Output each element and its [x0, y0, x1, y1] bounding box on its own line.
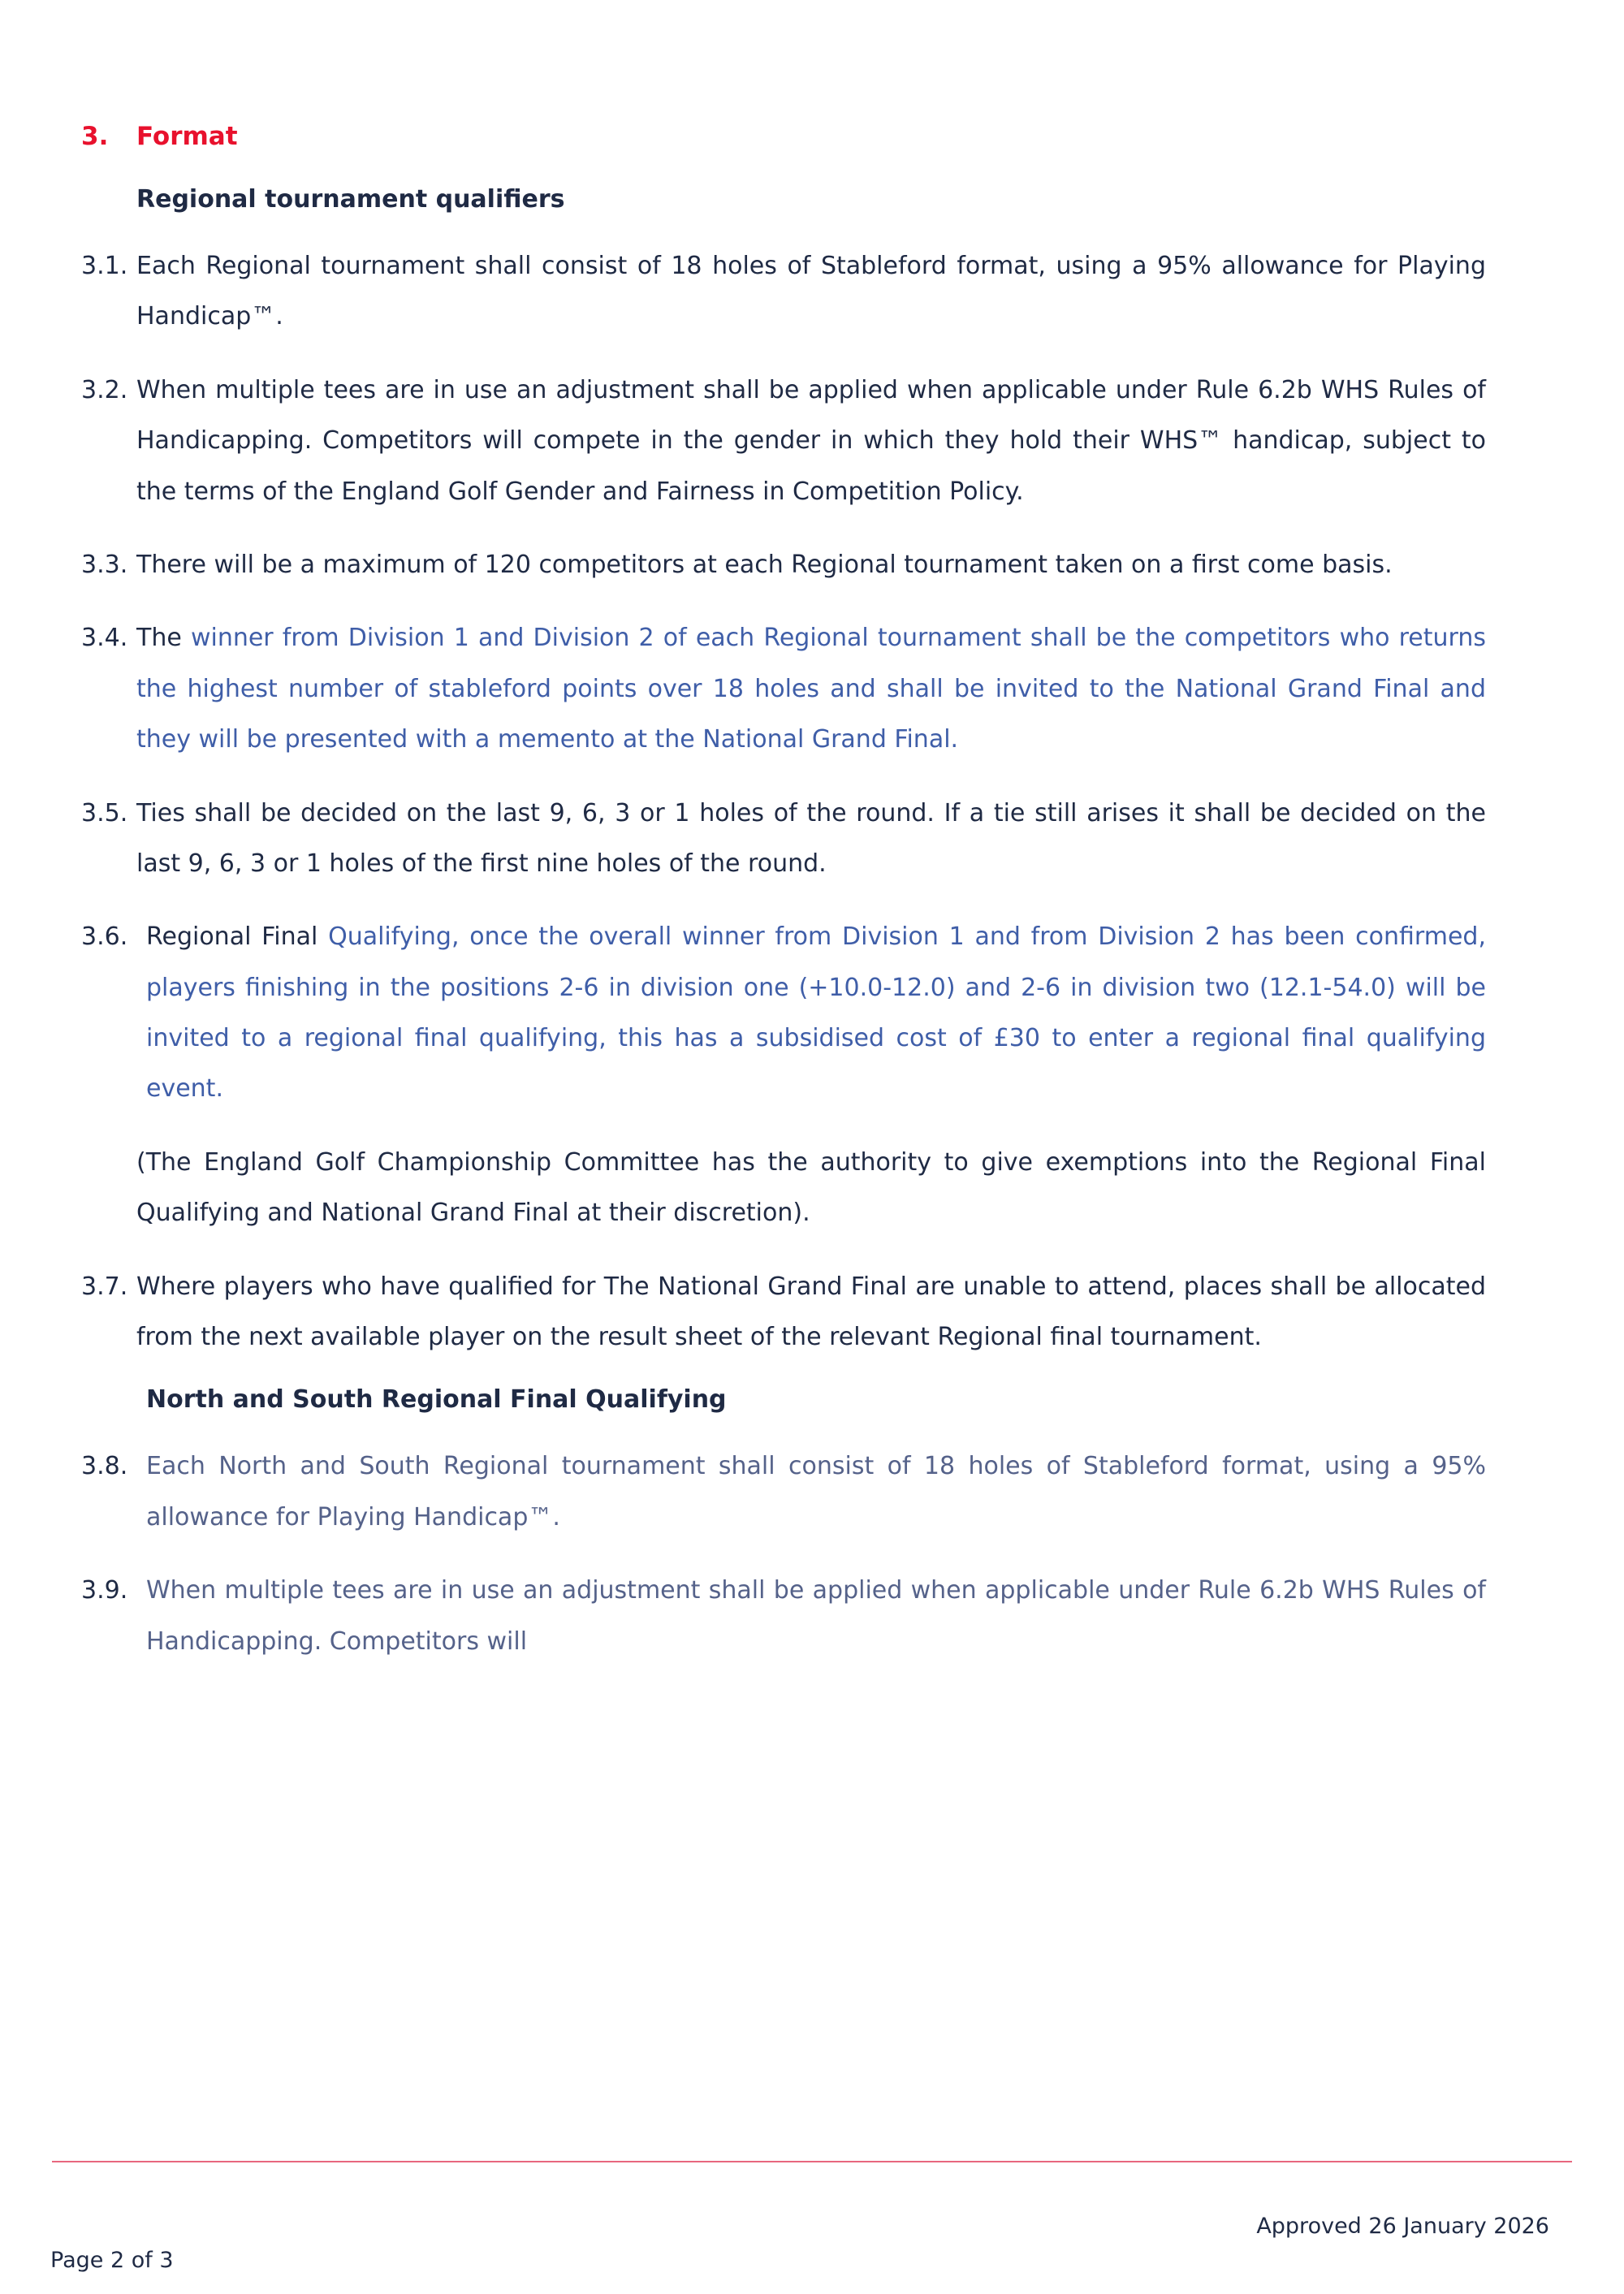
paragraph-number: 3.6. [81, 922, 128, 952]
paragraph-3-6 [81, 912, 1486, 1115]
paragraph-text: When multiple tees are in use an adjustment shall be applied when applicable under Rule 6.2b WHS Rules of Handicapping. Competitors will [146, 1576, 1486, 1656]
footer-approved-date: Approved 26 January 2026 [1256, 2214, 1549, 2239]
paragraph-text-revision: winner from Division 1 and Division 2 of each Regional tournament shall be the competitors who returns the highest number of stableford points over 18 holes and shall be invited to the National Grand Final and they will be presented with a memento at the National Grand Final. [136, 624, 1486, 754]
paragraph-number: 3.7. [81, 1272, 128, 1301]
paragraph-number: 3.9. [81, 1576, 128, 1605]
paragraph-number: 3.3. [81, 550, 128, 579]
paragraph-number: 3.5. [81, 798, 128, 827]
paragraph-number: 3.1. [81, 252, 128, 280]
section-title: Format [136, 122, 238, 151]
paragraph-text: There will be a maximum of 120 competitors at each Regional tournament taken on a first come basis. [136, 550, 1393, 579]
paragraph-3-7 [81, 1262, 1486, 1363]
footer-page-number: Page 2 of 3 [50, 2248, 174, 2273]
paragraph-3-5 [81, 788, 1486, 890]
section-heading-format [81, 122, 1486, 151]
paragraph-text-revision: Qualifying, once the overall winner from Division 1 and from Division 2 has been confirmed, players finishing in the positions 2-6 in division one (+10.0-12.0) and 2-6 in division two (12.1-54.0) will be invited to a regional final qualifying, this has a subsidised cost of £30 to enter a regional final qualifying event. [146, 922, 1486, 1104]
paragraph-text: Where players who have qualified for The National Grand Final are unable to attend, places shall be allocated from the next available player on the result sheet of the relevant Regional final tournament. [136, 1272, 1486, 1352]
paragraph-number: 3.2. [81, 375, 128, 404]
paragraph-number-empty [81, 1138, 136, 1239]
paragraph-text-lead: Regional Final [146, 922, 329, 952]
paragraph-text [136, 613, 1486, 765]
paragraph-3-3 [81, 540, 1486, 590]
subheading-north-south-regional-final-qualifying: North and South Regional Final Qualifying [146, 1385, 727, 1415]
paragraph-number: 3.8. [81, 1452, 128, 1481]
footer-divider-line [52, 2161, 1572, 2162]
paragraph-text: Each North and South Regional tournament shall consist of 18 holes of Stableford format, using a 95% allowance for Playing Handicap™. [146, 1452, 1486, 1531]
subheading-regional-tournament-qualifiers: Regional tournament qualifiers [136, 185, 565, 214]
paragraph-text: Ties shall be decided on the last 9, 6, 3 or 1 holes of the round. If a tie still arises it shall be decided on the last 9, 6, 3 or 1 holes of the first nine holes of the round. [136, 798, 1486, 878]
paragraph-text [146, 912, 1486, 1115]
paragraph-3-8 [81, 1441, 1486, 1543]
paragraph-text-lead: The [136, 624, 191, 653]
paragraph-3-6-note [81, 1138, 1486, 1239]
paragraph-number: 3.4. [81, 624, 128, 653]
paragraph-3-2 [81, 365, 1486, 517]
paragraph-3-1 [81, 241, 1486, 343]
paragraph-text: (The England Golf Championship Committee has the authority to give exemptions into the Regional Final Qualifying and National Grand Final at their discretion). [136, 1147, 1486, 1228]
paragraph-3-4 [81, 613, 1486, 765]
paragraph-text: When multiple tees are in use an adjustment shall be applied when applicable under Rule 6.2b WHS Rules of Handicapping. Competitors will compete in the gender in which they hold their WHS™ handicap, subject to the terms of the England Golf Gender and Fairness in Competition Policy. [136, 375, 1486, 506]
section-number: 3. [81, 122, 109, 151]
paragraph-text: Each Regional tournament shall consist of 18 holes of Stableford format, using a 95% allowance for Playing Handicap™. [136, 252, 1486, 331]
paragraph-3-9 [81, 1566, 1486, 1667]
